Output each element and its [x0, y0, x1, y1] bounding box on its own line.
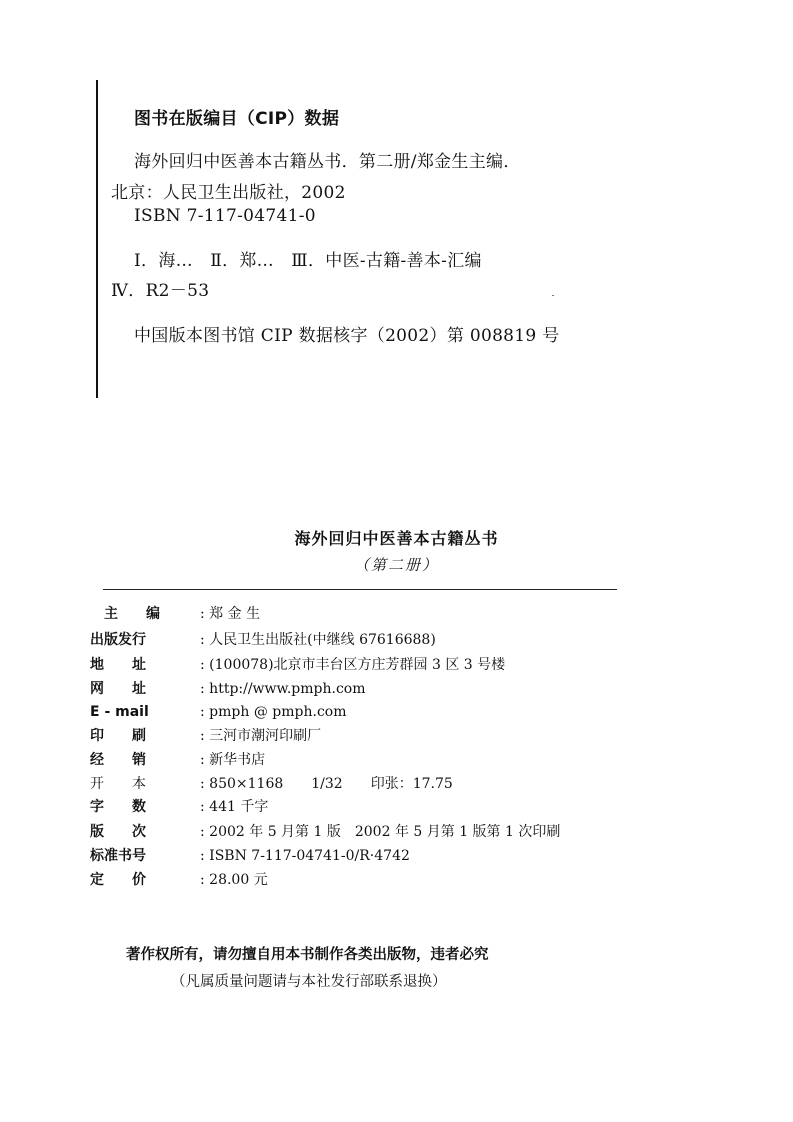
- info-key: 经 销: [90, 752, 146, 768]
- info-key: E - mail: [90, 704, 149, 720]
- info-row-edition: 版 次 : 2002 年 5 月第 1 版 2002 年 5 月第 1 版第 1 次印刷: [90, 821, 560, 843]
- info-key: 开 本: [90, 776, 146, 792]
- cip-title: 图书在版编目（CIP）数据: [134, 109, 340, 129]
- scan-speck: [552, 295, 554, 296]
- info-row-isbn: 标准书号 : ISBN 7-117-04741-0/R·4742: [90, 845, 410, 867]
- info-key: 地 址: [90, 657, 146, 673]
- info-value: 2002 年 5 月第 1 版 2002 年 5 月第 1 版第 1 次印刷: [209, 824, 561, 840]
- info-row-website: 网 址 : http://www.pmph.com: [90, 678, 366, 700]
- info-value: ISBN 7-117-04741-0/R·4742: [209, 848, 410, 864]
- info-key: 标准书号: [90, 848, 146, 864]
- info-key: 字 数: [90, 799, 146, 815]
- info-value: http://www.pmph.com: [209, 681, 366, 697]
- cip-line-record-number: 中国版本图书馆 CIP 数据核字（2002）第 008819 号: [134, 326, 560, 346]
- info-row-format: 开 本 : 850×1168 1/32 印张：17.75: [90, 773, 453, 795]
- info-value: 850×1168 1/32 印张：17.75: [209, 776, 453, 792]
- info-row-distributor: 经 销 : 新华书店: [90, 749, 265, 771]
- info-value: pmph @ pmph.com: [209, 704, 347, 720]
- info-row-publisher: 出版发行 : 人民卫生出版社(中继线 67616688): [90, 629, 436, 651]
- info-key: 网 址: [90, 681, 146, 697]
- cip-line-isbn: ISBN 7-117-04741-0: [134, 206, 316, 226]
- cip-line-classification: Ⅳ．R2－53: [111, 281, 210, 301]
- info-value: 新华书店: [209, 752, 266, 768]
- info-key: 出版发行: [90, 632, 146, 648]
- info-key: 版 次: [90, 824, 146, 840]
- divider-rule: [103, 589, 617, 590]
- book-title: 海外回归中医善本古籍丛书: [294, 529, 499, 548]
- info-value: 441 千字: [209, 799, 269, 815]
- cip-line-series: 海外回归中医善本古籍丛书．第二册/郑金生主编．: [134, 152, 521, 172]
- info-row-email: E - mail : pmph @ pmph.com: [90, 701, 347, 723]
- info-row-editor: 主 编 : 郑 金 生: [104, 603, 260, 625]
- margin-rule: [96, 80, 98, 398]
- info-value: 郑 金 生: [209, 606, 261, 622]
- info-key: 主 编: [104, 606, 160, 622]
- info-key: 印 刷: [90, 728, 146, 744]
- info-row-price: 定 价 : 28.00 元: [90, 869, 268, 891]
- copyright-statement: 著作权所有，请勿擅自用本书制作各类出版物，违者必究: [126, 947, 489, 963]
- return-notice: （凡属质量问题请与本社发行部联系退换）: [171, 974, 447, 990]
- info-row-word-count: 字 数 : 441 千字: [90, 796, 268, 818]
- cip-line-subjects: Ⅰ．海… Ⅱ．郑… Ⅲ．中医-古籍-善本-汇编: [134, 251, 482, 271]
- info-value: (100078)北京市丰台区方庄芳群园 3 区 3 号楼: [209, 657, 506, 673]
- info-key: 定 价: [90, 872, 146, 888]
- cip-line-publisher: 北京：人民卫生出版社，2002: [111, 183, 346, 203]
- book-volume: （第二册）: [353, 556, 439, 574]
- info-value: 人民卫生出版社(中继线 67616688): [209, 632, 436, 648]
- info-row-address: 地 址 : (100078)北京市丰台区方庄芳群园 3 区 3 号楼: [90, 654, 505, 676]
- info-value: 三河市潮河印刷厂: [209, 728, 322, 744]
- info-value: 28.00 元: [209, 872, 268, 888]
- info-row-printer: 印 刷 : 三河市潮河印刷厂: [90, 725, 321, 747]
